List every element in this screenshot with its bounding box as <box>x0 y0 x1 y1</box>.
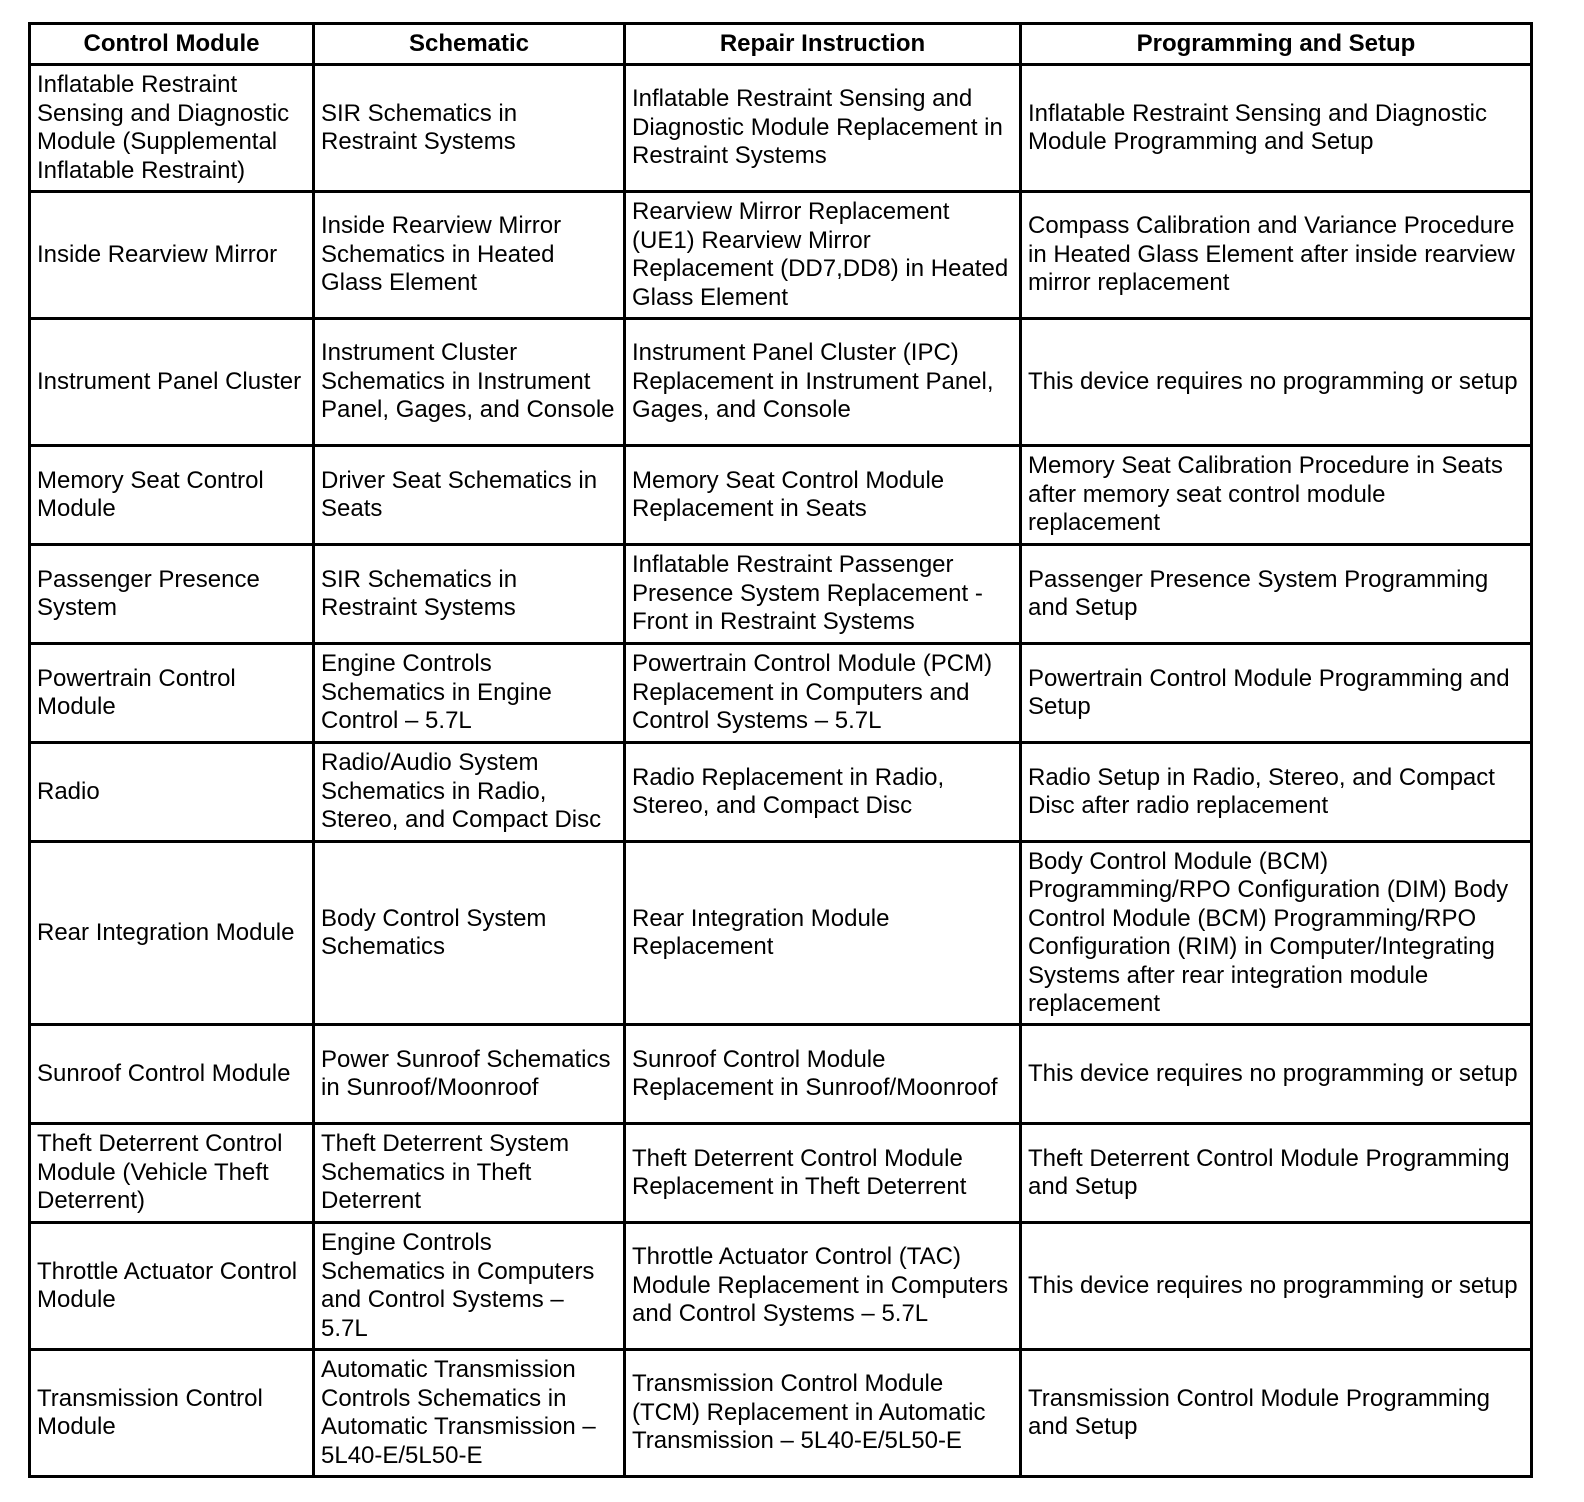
header-control-module: Control Module <box>30 24 314 65</box>
cell-repair-instruction: Throttle Actuator Control (TAC) Module Replacement in Computers and Control Systems – 5.7L <box>625 1223 1021 1350</box>
cell-repair-instruction: Rearview Mirror Replacement (UE1) Rearview Mirror Replacement (DD7,DD8) in Heated Glass Element <box>625 192 1021 319</box>
table-row <box>30 1025 1532 1124</box>
cell-control-module: Inside Rearview Mirror <box>30 192 314 319</box>
cell-programming-setup: Powertrain Control Module Programming and Setup <box>1021 644 1532 743</box>
cell-repair-instruction: Rear Integration Module Replacement <box>625 842 1021 1025</box>
table-row <box>30 1124 1532 1223</box>
cell-programming-setup: Body Control Module (BCM) Programming/RPO Configuration (DIM) Body Control Module (BCM) Programming/RPO Configuration (RIM) in Computer/Integrating Systems after rear integration module replacement <box>1021 842 1532 1025</box>
cell-repair-instruction: Inflatable Restraint Passenger Presence System Replacement - Front in Restraint Systems <box>625 545 1021 644</box>
cell-programming-setup: Inflatable Restraint Sensing and Diagnostic Module Programming and Setup <box>1021 65 1532 192</box>
cell-programming-setup: Memory Seat Calibration Procedure in Seats after memory seat control module replacement <box>1021 446 1532 545</box>
cell-schematic: Automatic Transmission Controls Schematics in Automatic Transmission – 5L40-E/5L50-E <box>314 1350 625 1477</box>
cell-control-module: Radio <box>30 743 314 842</box>
cell-programming-setup: This device requires no programming or setup <box>1021 1223 1532 1350</box>
table-row <box>30 65 1532 192</box>
table-row <box>30 319 1532 446</box>
cell-programming-setup: Passenger Presence System Programming and Setup <box>1021 545 1532 644</box>
table-row <box>30 743 1532 842</box>
control-module-table-container <box>28 22 1530 1469</box>
cell-control-module: Inflatable Restraint Sensing and Diagnostic Module (Supplemental Inflatable Restraint) <box>30 65 314 192</box>
cell-control-module: Theft Deterrent Control Module (Vehicle Theft Deterrent) <box>30 1124 314 1223</box>
cell-programming-setup: This device requires no programming or setup <box>1021 319 1532 446</box>
cell-repair-instruction: Sunroof Control Module Replacement in Sunroof/Moonroof <box>625 1025 1021 1124</box>
cell-programming-setup: Transmission Control Module Programming and Setup <box>1021 1350 1532 1477</box>
cell-repair-instruction: Radio Replacement in Radio, Stereo, and Compact Disc <box>625 743 1021 842</box>
cell-schematic: Theft Deterrent System Schematics in Theft Deterrent <box>314 1124 625 1223</box>
table-row <box>30 446 1532 545</box>
cell-schematic: SIR Schematics in Restraint Systems <box>314 545 625 644</box>
table-row <box>30 192 1532 319</box>
cell-control-module: Throttle Actuator Control Module <box>30 1223 314 1350</box>
cell-repair-instruction: Inflatable Restraint Sensing and Diagnostic Module Replacement in Restraint Systems <box>625 65 1021 192</box>
cell-programming-setup: Theft Deterrent Control Module Programming and Setup <box>1021 1124 1532 1223</box>
table-row <box>30 545 1532 644</box>
cell-repair-instruction: Powertrain Control Module (PCM) Replacement in Computers and Control Systems – 5.7L <box>625 644 1021 743</box>
cell-control-module: Memory Seat Control Module <box>30 446 314 545</box>
cell-repair-instruction: Instrument Panel Cluster (IPC) Replacement in Instrument Panel, Gages, and Console <box>625 319 1021 446</box>
header-repair-instruction: Repair Instruction <box>625 24 1021 65</box>
header-programming-setup: Programming and Setup <box>1021 24 1532 65</box>
cell-control-module: Transmission Control Module <box>30 1350 314 1477</box>
cell-control-module: Sunroof Control Module <box>30 1025 314 1124</box>
cell-repair-instruction: Theft Deterrent Control Module Replacement in Theft Deterrent <box>625 1124 1021 1223</box>
cell-repair-instruction: Transmission Control Module (TCM) Replacement in Automatic Transmission – 5L40-E/5L50-E <box>625 1350 1021 1477</box>
cell-repair-instruction: Memory Seat Control Module Replacement in Seats <box>625 446 1021 545</box>
table-row <box>30 644 1532 743</box>
cell-schematic: Body Control System Schematics <box>314 842 625 1025</box>
cell-schematic: Driver Seat Schematics in Seats <box>314 446 625 545</box>
cell-schematic: Power Sunroof Schematics in Sunroof/Moonroof <box>314 1025 625 1124</box>
cell-control-module: Instrument Panel Cluster <box>30 319 314 446</box>
table-row <box>30 842 1532 1025</box>
cell-control-module: Rear Integration Module <box>30 842 314 1025</box>
cell-schematic: Inside Rearview Mirror Schematics in Heated Glass Element <box>314 192 625 319</box>
cell-schematic: Engine Controls Schematics in Engine Control – 5.7L <box>314 644 625 743</box>
table-header-row <box>30 24 1532 65</box>
cell-programming-setup: This device requires no programming or setup <box>1021 1025 1532 1124</box>
cell-programming-setup: Compass Calibration and Variance Procedure in Heated Glass Element after inside rearview mirror replacement <box>1021 192 1532 319</box>
cell-schematic: Instrument Cluster Schematics in Instrument Panel, Gages, and Console <box>314 319 625 446</box>
header-schematic: Schematic <box>314 24 625 65</box>
cell-control-module: Powertrain Control Module <box>30 644 314 743</box>
cell-schematic: SIR Schematics in Restraint Systems <box>314 65 625 192</box>
control-module-table <box>28 22 1533 1478</box>
cell-control-module: Passenger Presence System <box>30 545 314 644</box>
cell-schematic: Radio/Audio System Schematics in Radio, Stereo, and Compact Disc <box>314 743 625 842</box>
table-row <box>30 1223 1532 1350</box>
cell-schematic: Engine Controls Schematics in Computers and Control Systems – 5.7L <box>314 1223 625 1350</box>
table-row <box>30 1350 1532 1477</box>
cell-programming-setup: Radio Setup in Radio, Stereo, and Compact Disc after radio replacement <box>1021 743 1532 842</box>
